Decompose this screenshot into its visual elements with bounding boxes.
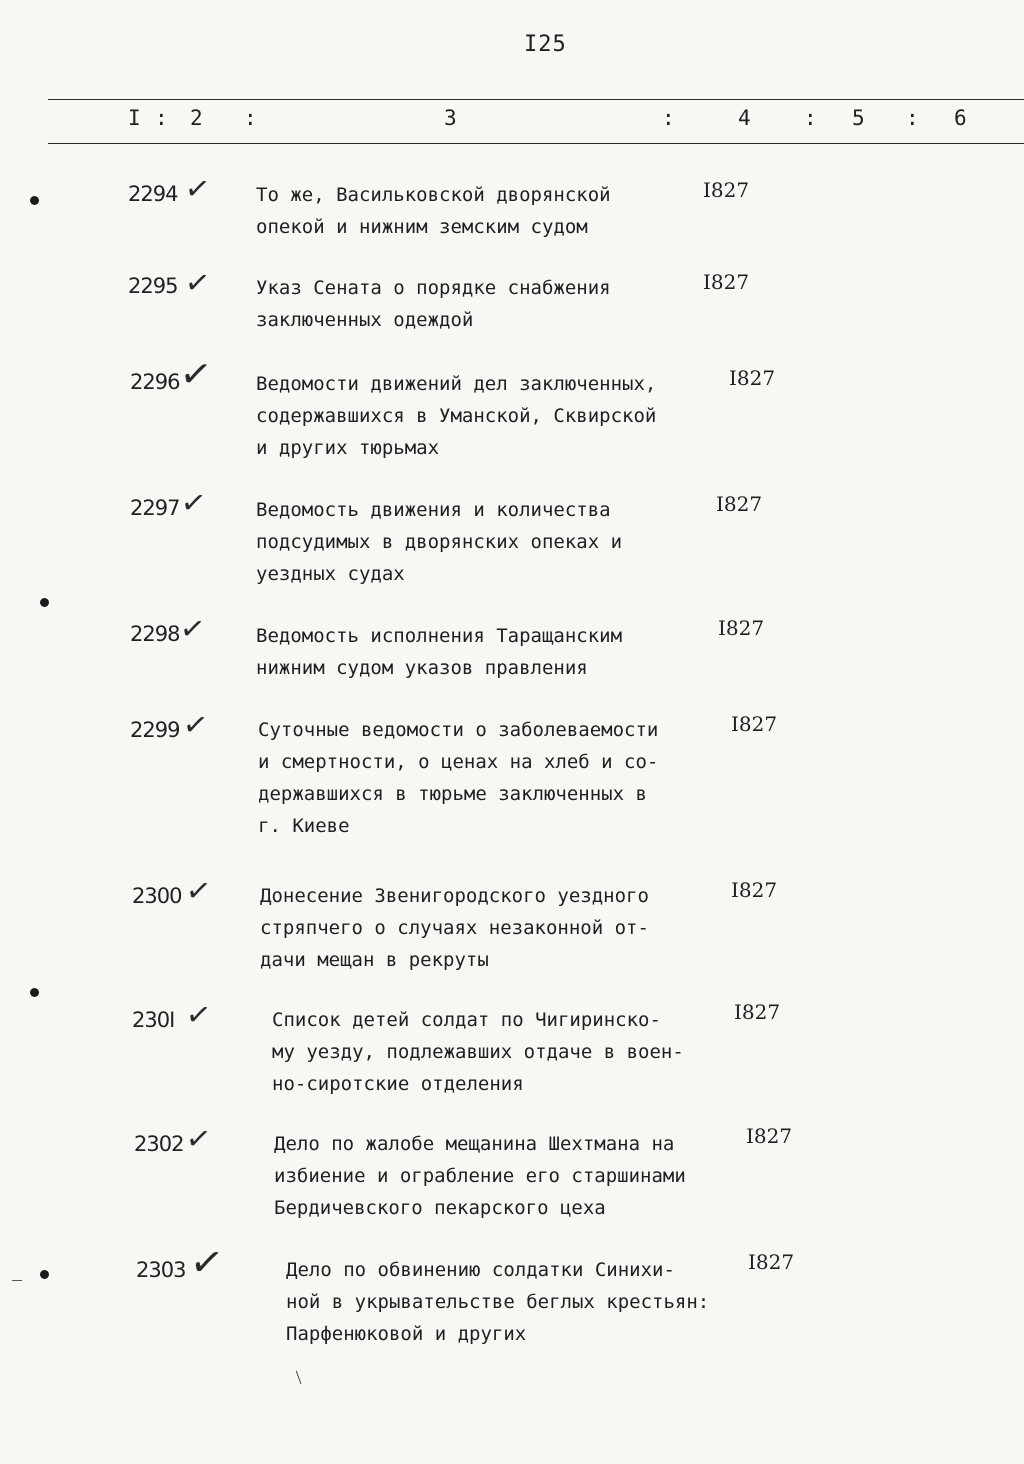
checkmark-icon: ✓ xyxy=(180,706,211,745)
column-header-3: 3 xyxy=(444,106,457,130)
entry-description xyxy=(274,1128,686,1224)
checkmark-icon: ✓ xyxy=(177,610,208,649)
entry-number: 2300 xyxy=(132,884,182,908)
description-line: му уезду, подлежавших отдаче в воен- xyxy=(272,1041,684,1063)
description-line: ной в укрывательстве беглых крестьян: xyxy=(286,1291,710,1313)
punch-hole-mark xyxy=(30,196,39,205)
description-line: и других тюрьмах xyxy=(256,437,440,459)
column-separator: : xyxy=(244,106,257,130)
entry-year: I827 xyxy=(716,492,763,516)
entry-year: I827 xyxy=(748,1250,795,1274)
column-header-2: 2 xyxy=(190,106,203,130)
description-line: Дело по обвинению солдатки Синихи- xyxy=(286,1259,675,1281)
description-line: уездных судах xyxy=(256,563,405,585)
entry-description xyxy=(256,620,622,684)
header-rule-top xyxy=(48,99,1024,100)
entry-number: 2294 xyxy=(128,182,178,206)
checkmark-icon: ✓ xyxy=(183,1120,214,1159)
punch-hole-mark xyxy=(40,598,49,607)
description-line: Список детей солдат по Чигиринско- xyxy=(272,1009,661,1031)
description-line: То же, Васильковской дворянской xyxy=(256,184,611,206)
column-separator: : xyxy=(804,106,817,130)
column-separator: : xyxy=(662,106,675,130)
column-separator: : xyxy=(155,106,168,130)
entry-number: 2297 xyxy=(130,496,180,520)
description-line: г. Киеве xyxy=(258,815,350,837)
entry-description xyxy=(286,1254,709,1350)
punch-hole-mark xyxy=(30,988,39,997)
entry-year: I827 xyxy=(729,366,776,390)
checkmark-icon: ✓ xyxy=(178,484,209,523)
description-line: но-сиротские отделения xyxy=(272,1073,524,1095)
description-line: Дело по жалобе мещанина Шехтмана на xyxy=(274,1133,675,1155)
checkmark-icon: ✓ xyxy=(186,1237,227,1289)
pencil-stroke-mark xyxy=(296,1370,304,1384)
description-line: Донесение Звенигородского уездного xyxy=(260,885,649,907)
description-line: дачи мещан в рекруты xyxy=(260,949,489,971)
description-line: Бердичевского пекарского цеха xyxy=(274,1197,606,1219)
entry-description xyxy=(256,368,656,464)
column-header-5: 5 xyxy=(852,106,865,130)
checkmark-icon: ✓ xyxy=(183,872,214,911)
description-line: Ведомость движения и количества xyxy=(256,499,611,521)
entry-description xyxy=(256,272,611,336)
description-line: избиение и ограбление его старшинами xyxy=(274,1165,686,1187)
checkmark-icon: ✓ xyxy=(182,170,213,209)
entry-year: I827 xyxy=(731,712,778,736)
entry-year: I827 xyxy=(746,1124,793,1148)
entry-number: 2303 xyxy=(136,1258,186,1282)
description-line: нижним судом указов правления xyxy=(256,657,588,679)
entry-year: I827 xyxy=(734,1000,781,1024)
entry-number: 230I xyxy=(132,1008,175,1032)
margin-dash-mark xyxy=(12,1280,22,1281)
description-line: Ведомость исполнения Таращанским xyxy=(256,625,623,647)
description-line: Указ Сената о порядке снабжения xyxy=(256,277,611,299)
entry-number: 2296 xyxy=(130,370,180,394)
punch-hole-mark xyxy=(40,1270,49,1279)
entry-number: 2299 xyxy=(130,718,180,742)
entry-description xyxy=(260,880,649,976)
description-line: Суточные ведомости о заболеваемости xyxy=(258,719,659,741)
description-line: и смертности, о ценах на хлеб и со- xyxy=(258,751,659,773)
description-line: стряпчего о случаях незаконной от- xyxy=(260,917,649,939)
description-line: заключенных одеждой xyxy=(256,309,474,331)
entry-description xyxy=(256,494,622,590)
entry-number: 2295 xyxy=(128,274,178,298)
checkmark-icon: ✓ xyxy=(182,264,213,303)
entry-description xyxy=(272,1004,684,1100)
entry-year: I827 xyxy=(703,270,750,294)
column-separator: : xyxy=(906,106,919,130)
column-header-6: 6 xyxy=(954,106,967,130)
description-line: Парфенюковой и других xyxy=(286,1323,527,1345)
description-line: опекой и нижним земским судом xyxy=(256,216,588,238)
description-line: Ведомости движений дел заключенных, xyxy=(256,373,657,395)
entry-year: I827 xyxy=(718,616,765,640)
entry-number: 2302 xyxy=(134,1132,184,1156)
entry-description xyxy=(258,714,658,842)
description-line: державшихся в тюрьме заключенных в xyxy=(258,783,647,805)
entry-description xyxy=(256,179,611,243)
entry-year: I827 xyxy=(703,178,750,202)
column-header-1: I xyxy=(128,106,141,130)
description-line: подсудимых в дворянских опеках и xyxy=(256,531,623,553)
checkmark-icon: ✓ xyxy=(183,996,214,1035)
page-number: I25 xyxy=(524,32,567,57)
entry-number: 2298 xyxy=(130,622,180,646)
entry-year: I827 xyxy=(731,878,778,902)
header-rule-bottom xyxy=(48,143,1024,144)
column-header-4: 4 xyxy=(738,106,751,130)
description-line: содержавшихся в Уманской, Сквирской xyxy=(256,405,657,427)
checkmark-icon: ✓ xyxy=(177,349,215,399)
